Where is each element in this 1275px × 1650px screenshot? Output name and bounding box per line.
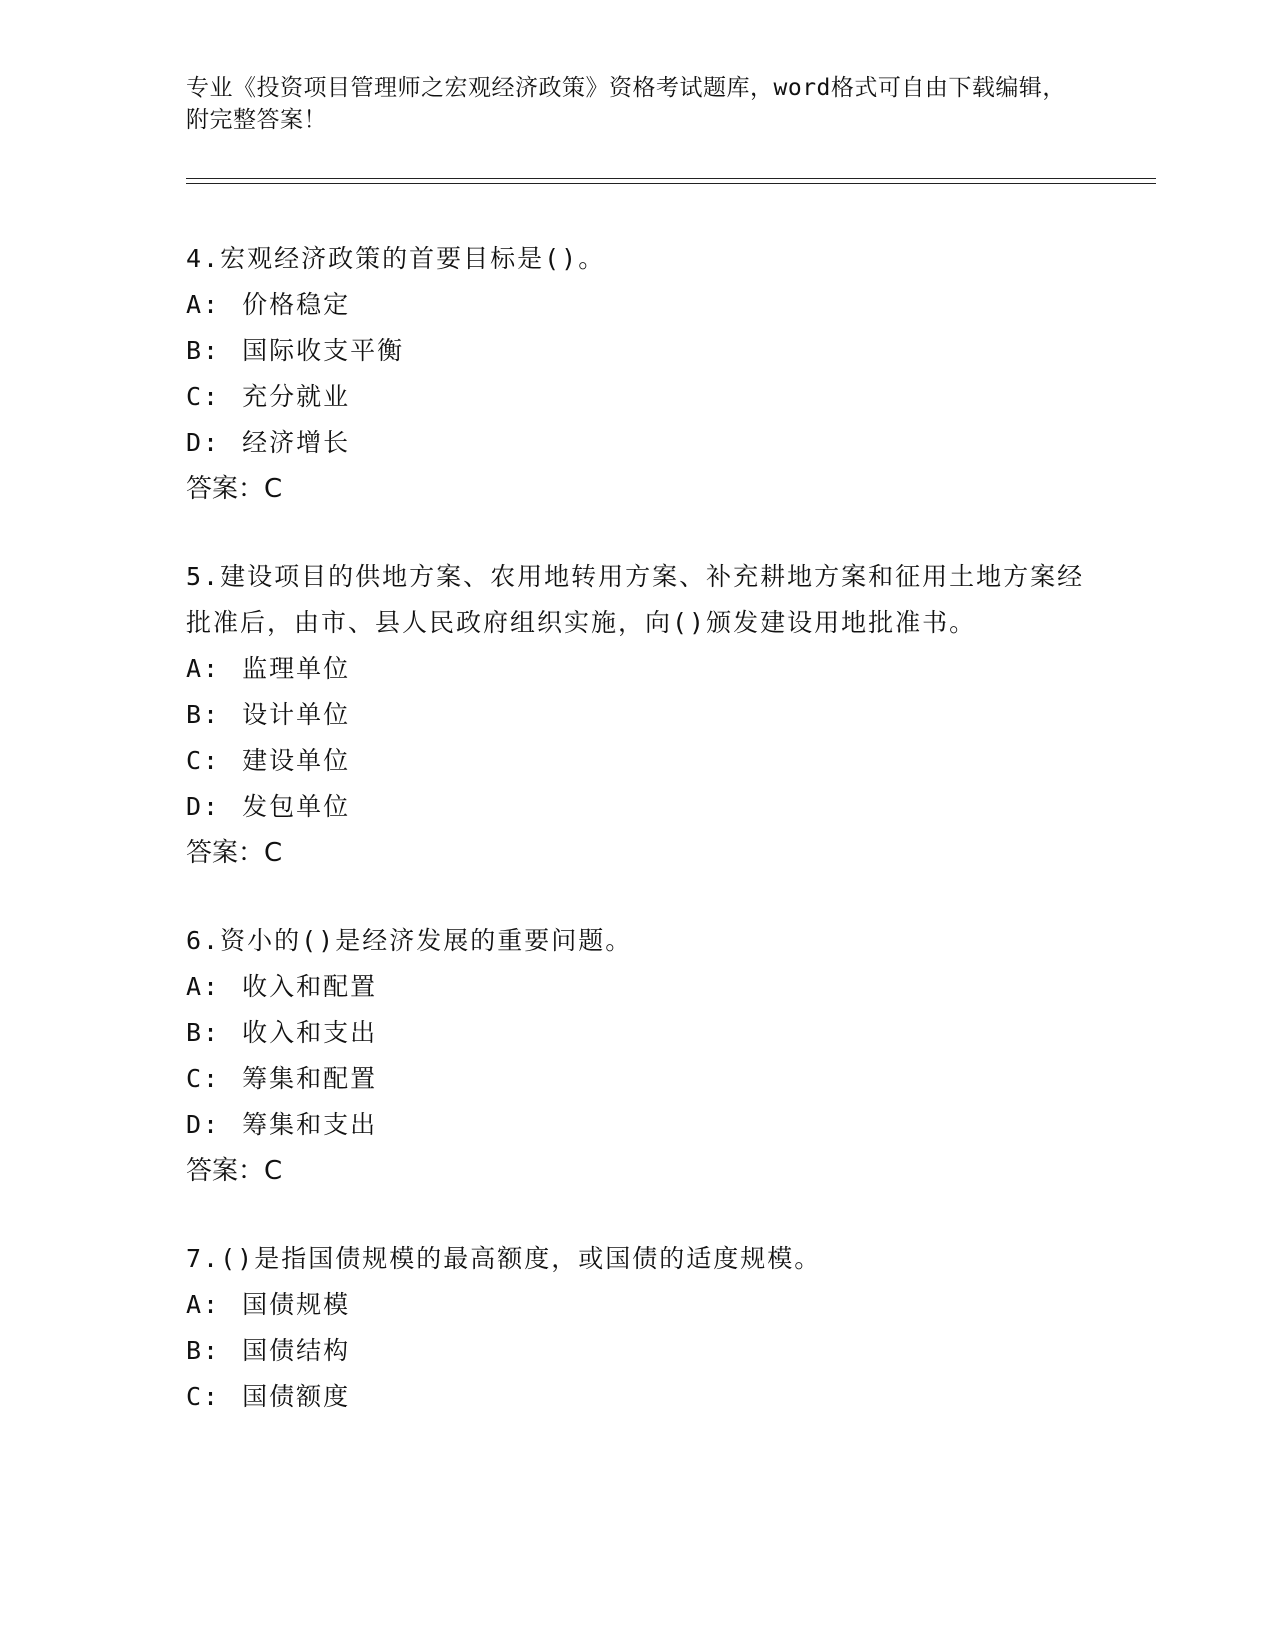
document-header: 专业《投资项目管理师之宏观经济政策》资格考试题库，word格式可自由下载编辑，附完整答案！ (186, 75, 1066, 133)
question-stem: 7.()是指国债规模的最高额度，或国债的适度规模。 (186, 1244, 822, 1273)
option-a (186, 646, 1086, 692)
answer-line: 答案：C (186, 474, 283, 504)
question-list (186, 236, 1086, 1462)
option-letter: B: (186, 1336, 221, 1365)
option-text: 收入和支出 (242, 1018, 378, 1047)
option-text: 国际收支平衡 (242, 336, 405, 365)
option-text: 监理单位 (242, 654, 351, 683)
option-b (186, 1010, 1086, 1056)
option-letter: A: (186, 972, 221, 1001)
option-d (186, 1102, 1086, 1148)
option-a (186, 1282, 1086, 1328)
option-letter: D: (186, 792, 221, 821)
option-a (186, 964, 1086, 1010)
option-b (186, 328, 1086, 374)
option-text: 收入和配置 (242, 972, 378, 1001)
option-text: 国债额度 (242, 1382, 351, 1411)
option-text: 设计单位 (242, 700, 351, 729)
option-c (186, 738, 1086, 784)
question-7 (186, 1236, 1086, 1420)
option-text: 筹集和配置 (242, 1064, 378, 1093)
option-letter: B: (186, 1018, 221, 1047)
option-text: 建设单位 (242, 746, 351, 775)
option-letter: C: (186, 746, 221, 775)
question-6 (186, 918, 1086, 1194)
question-stem: 5.建设项目的供地方案、农用地转用方案、补充耕地方案和征用土地方案经批准后，由市、县人民政府组织实施，向()颁发建设用地批准书。 (186, 562, 1085, 637)
question-4 (186, 236, 1086, 512)
answer-line: 答案：C (186, 838, 283, 868)
option-d (186, 784, 1086, 830)
question-5 (186, 554, 1086, 876)
option-letter: C: (186, 1064, 221, 1093)
option-c (186, 374, 1086, 420)
option-letter: B: (186, 336, 221, 365)
option-letter: A: (186, 1290, 221, 1319)
option-text: 国债规模 (242, 1290, 351, 1319)
option-text: 充分就业 (242, 382, 351, 411)
option-d (186, 420, 1086, 466)
option-c (186, 1374, 1086, 1420)
option-text: 国债结构 (242, 1336, 351, 1365)
header-divider-top (186, 178, 1156, 179)
option-b (186, 1328, 1086, 1374)
option-text: 筹集和支出 (242, 1110, 378, 1139)
option-letter: D: (186, 1110, 221, 1139)
option-text: 经济增长 (242, 428, 351, 457)
option-c (186, 1056, 1086, 1102)
option-a (186, 282, 1086, 328)
question-stem: 4.宏观经济政策的首要目标是()。 (186, 244, 606, 273)
option-letter: C: (186, 382, 221, 411)
answer-line: 答案：C (186, 1156, 283, 1186)
question-stem: 6.资小的()是经济发展的重要问题。 (186, 926, 633, 955)
option-text: 价格稳定 (242, 290, 351, 319)
option-letter: B: (186, 700, 221, 729)
option-letter: A: (186, 654, 221, 683)
option-letter: D: (186, 428, 221, 457)
option-text: 发包单位 (242, 792, 351, 821)
option-b (186, 692, 1086, 738)
option-letter: C: (186, 1382, 221, 1411)
option-letter: A: (186, 290, 221, 319)
header-divider-bottom (186, 183, 1156, 184)
